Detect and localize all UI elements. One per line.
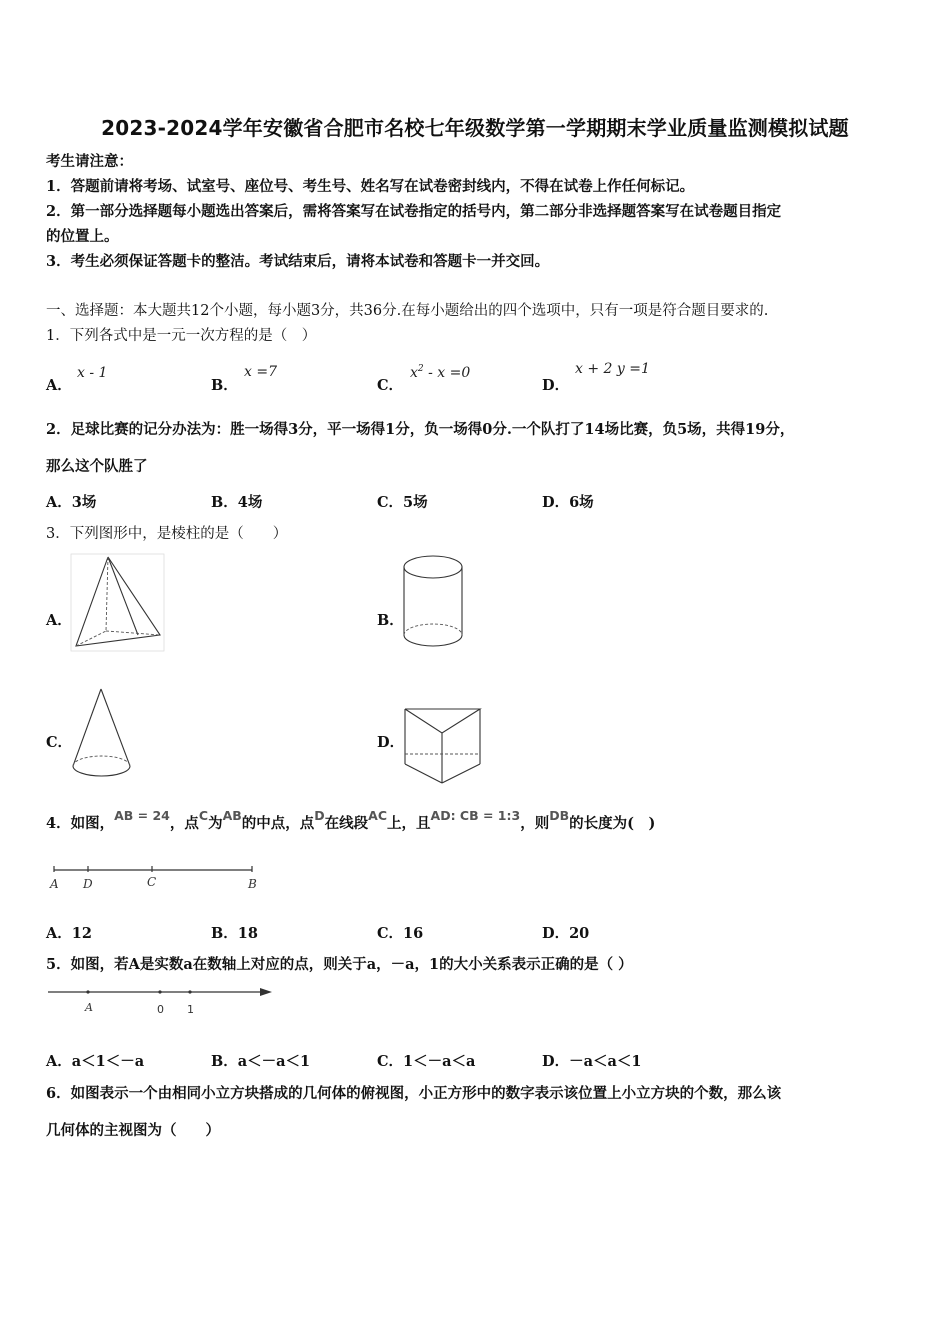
q3-option-a-label: A．: [46, 612, 72, 629]
q2-option-c: C．5场: [377, 494, 428, 511]
q4-option-a: A．12: [46, 925, 92, 942]
axis-label-a: A: [85, 1001, 93, 1014]
q1-option-d-label: D．: [542, 377, 570, 394]
q2-option-a: A．3场: [46, 494, 97, 511]
q5-option-b: B．a＜－a＜1: [211, 1053, 311, 1070]
q1-option-a-expr: x - 1: [77, 365, 108, 381]
q4-option-b: B．18: [211, 925, 258, 942]
notice-item: 3．考生必须保证答题卡的整洁。考试结束后，请将本试卷和答题卡一并交回。: [46, 253, 550, 270]
section-heading: 一、选择题：本大题共12个小题，每小题3分，共36分.在每小题给出的四个选项中，只有一项是符合题目要求的.: [46, 303, 769, 319]
notice-item: 1．答题前请将考场、试室号、座位号、考生号、姓名写在试卷密封线内，不得在试卷上作任何标记。: [46, 178, 695, 195]
q1-option-c-expr: $x^2 - x =0$: [410, 364, 471, 381]
point-label-d: D: [83, 877, 93, 891]
q3-stem: 3．下列图形中，是棱柱的是（ ）: [46, 526, 288, 542]
segment-figure: [46, 862, 266, 896]
q4-stem: 4．如图，AB = 24，点C为AB的中点，点D在线段AC上，且AD: CB = 1:3，则DB的长度为( ): [46, 808, 656, 832]
q5-option-c: C．1＜－a＜a: [377, 1053, 476, 1070]
q1-stem: 1．下列各式中是一元一次方程的是（ ）: [46, 328, 317, 344]
notice-item: 的位置上。: [46, 228, 119, 245]
q1-option-d-expr: x + 2 y =1: [575, 361, 650, 377]
q5-stem: 5．如图，若A是实数a在数轴上对应的点，则关于a，－a，1的大小关系表示正确的是（ ）: [46, 956, 633, 973]
q5-option-d: D．－a＜a＜1: [542, 1053, 642, 1070]
cone-figure: [70, 686, 134, 786]
q2-option-b: B．4场: [211, 494, 263, 511]
q1-option-c-label: C．: [377, 377, 404, 394]
pyramid-figure: [70, 553, 166, 653]
exam-title: 2023-2024学年安徽省合肥市名校七年级数学第一学期期末学业质量监测模拟试题: [101, 116, 849, 140]
q1-option-a-label: A．: [46, 377, 72, 394]
axis-label-zero: 0: [157, 1003, 164, 1016]
point-label-b: B: [248, 877, 257, 891]
q3-option-d-label: D．: [377, 734, 405, 751]
q2-option-d: D．6场: [542, 494, 594, 511]
q4-option-d: D．20: [542, 925, 590, 942]
notice-item: 2．第一部分选择题每小题选出答案后，需将答案写在试卷指定的括号内，第二部分非选择题答案写在试卷题目指定: [46, 203, 782, 220]
q2-stem-line2: 那么这个队胜了: [46, 458, 148, 475]
notice-heading: 考生请注意：: [46, 153, 133, 170]
number-line-figure: [46, 984, 276, 1020]
axis-label-one: 1: [187, 1003, 194, 1016]
q2-stem-line1: 2．足球比赛的记分办法为：胜一场得3分，平一场得1分，负一场得0分.一个队打了14场比赛，负5场，共得19分，: [46, 421, 795, 438]
q4-option-c: C．16: [377, 925, 424, 942]
q1-option-b-label: B．: [211, 377, 238, 394]
q6-stem-line2: 几何体的主视图为（ ）: [46, 1122, 220, 1139]
prism-figure: [402, 706, 486, 788]
point-label-c: C: [147, 875, 157, 889]
q6-stem-line1: 6．如图表示一个由相同小立方块搭成的几何体的俯视图，小正方形中的数字表示该位置上小立方块的个数，那么该: [46, 1085, 782, 1102]
point-label-a: A: [50, 877, 59, 891]
q5-option-a: A．a＜1＜－a: [46, 1053, 145, 1070]
q3-option-c-label: C．: [46, 734, 73, 751]
cylinder-figure: [400, 553, 466, 653]
q3-option-b-label: B．: [377, 612, 404, 629]
q1-option-b-expr: x =7: [244, 364, 277, 380]
